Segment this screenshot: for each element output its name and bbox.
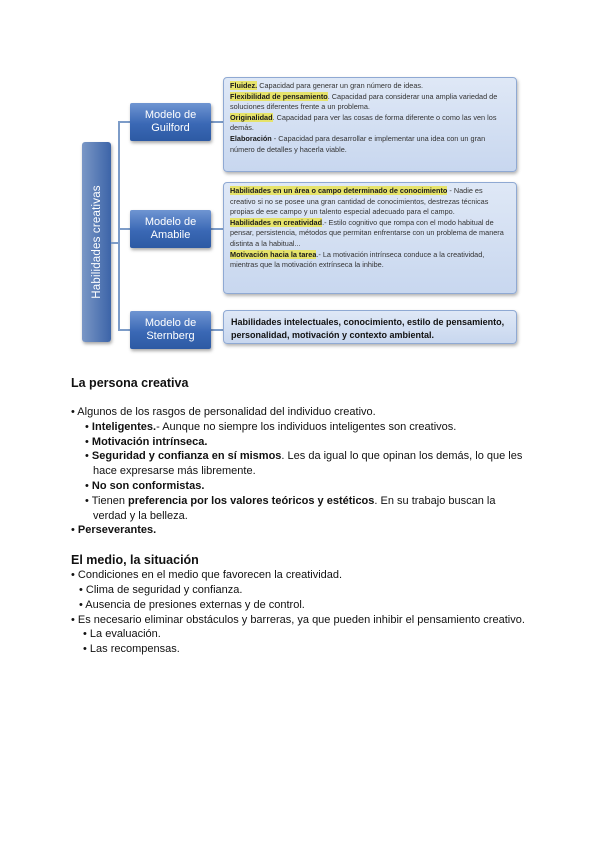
- persona-intro: • Algunos de los rasgos de personalidad del individuo creativo.: [71, 406, 376, 418]
- model-amabile-line1: Modelo de: [144, 216, 197, 228]
- trait-bold: Seguridad y confianza en sí mismos: [91, 450, 282, 463]
- trait-text: . Les da igual lo que opinan los demás, lo que les hace expresarse más libremente.: [93, 450, 523, 478]
- amabile-info-box: [223, 182, 517, 294]
- model-guilford-line1: Modelo de: [144, 109, 197, 121]
- guilford-item: [230, 92, 510, 113]
- guilford-term: Fluidez.: [230, 81, 258, 90]
- guilford-desc: . Capacidad para considerar una amplia variedad de soluciones diferentes frente a un problema.: [230, 91, 498, 112]
- connector-sternberg: [118, 329, 130, 331]
- guilford-item: [230, 134, 510, 155]
- model-amabile: [130, 210, 211, 248]
- list-item: • La evaluación.: [83, 628, 161, 641]
- amabile-term: Habilidades en un área o campo determinado de conocimiento: [230, 186, 448, 195]
- guilford-desc: . Capacidad para ver las cosas de forma diferente o como las ven los demás.: [230, 112, 497, 133]
- medio-b2: • Es necesario eliminar obstáculos y barreras, ya que pueden inhibir el pensamiento creativo.: [71, 613, 525, 626]
- guilford-info-box: [223, 77, 517, 172]
- amabile-desc: - Nadie es creativo si no se posee una gran cantidad de conocimientos, destrezas técnicas propias de ese campo y un talento especial adecuado para el campo.: [230, 186, 489, 217]
- section-title-persona: La persona creativa: [71, 376, 189, 390]
- list-item: • Motivación intrínseca.: [85, 435, 208, 448]
- connector-amabile: [118, 228, 130, 230]
- amabile-term: Motivación hacia la tarea: [230, 249, 317, 259]
- amabile-item: [230, 218, 510, 250]
- document-body: [71, 375, 531, 657]
- model-amabile-line2: Amabile: [150, 229, 191, 241]
- amabile-desc: .- Estilo cognitivo que rompa con el modo habitual de pensar, persistencia, métodos que permitan enfrentarse con un problema de manera distinta a la habitual...: [230, 217, 504, 248]
- model-sternberg-line2: Sternberg: [146, 330, 195, 342]
- list-item: • Tienen preferencia por los valores teóricos y estéticos. En su trabajo buscan la verdad y la belleza.: [85, 494, 496, 522]
- list-item: • Perseverantes.: [71, 524, 157, 537]
- guilford-desc: Capacidad para generar un gran número de ideas.: [257, 81, 424, 90]
- guilford-term: Originalidad: [230, 112, 273, 122]
- vertical-label-box: [82, 142, 111, 342]
- trait-bold: No son conformistas.: [91, 479, 205, 492]
- amabile-item: [230, 186, 510, 218]
- trait-text: - Aunque no siempre los individuos inteligentes son creativos.: [156, 420, 457, 433]
- guilford-item: [230, 81, 510, 92]
- vertical-label: Habilidades creativas: [90, 185, 103, 299]
- guilford-term: Flexibilidad de pensamiento: [230, 91, 328, 101]
- creative-skills-diagram: [82, 72, 522, 352]
- list-item: • Ausencia de presiones externas y de control.: [79, 598, 305, 611]
- pref-bold: preferencia por los valores teóricos y estéticos: [128, 494, 375, 507]
- guilford-desc: - Capacidad para desarrollar e implementar una idea con un gran número de detalles y hacerla viable.: [230, 133, 486, 154]
- connector-trunk: [118, 121, 120, 329]
- amabile-desc: .- La motivación intrínseca conduce a la creatividad, mientras que la motivación extrínseca la inhibe.: [230, 249, 485, 270]
- sternberg-info-box: [223, 310, 517, 344]
- amabile-item: [230, 250, 510, 271]
- guilford-term: Elaboración: [230, 133, 272, 143]
- trait-bold: Motivación intrínseca.: [91, 435, 208, 448]
- section-title-medio: El medio, la situación: [71, 553, 199, 568]
- connector-guilford-info: [211, 121, 223, 123]
- model-sternberg: [130, 311, 211, 349]
- pref-post: . En su trabajo buscan la verdad y la belleza.: [93, 494, 496, 522]
- sternberg-text: Habilidades intelectuales, conocimiento, estilo de pensamiento, personalidad, motivación y contexto ambiental.: [231, 317, 505, 340]
- amabile-term: Habilidades en creatividad: [230, 217, 323, 227]
- list-item: • Clima de seguridad y confianza.: [79, 583, 243, 596]
- medio-b1: • Condiciones en el medio que favorecen la creatividad.: [71, 569, 343, 582]
- list-item: • Las recompensas.: [83, 643, 180, 656]
- connector-stub: [111, 242, 119, 244]
- model-guilford: [130, 103, 211, 141]
- perseverantes: Perseverantes.: [77, 524, 157, 537]
- list-item: • Seguridad y confianza en sí mismos. Les da igual lo que opinan los demás, lo que les hace expresarse más libremente.: [85, 450, 523, 478]
- model-sternberg-line1: Modelo de: [144, 317, 197, 329]
- connector-guilford: [118, 121, 130, 123]
- connector-sternberg-info: [211, 329, 223, 331]
- list-item: • Inteligentes.- Aunque no siempre los individuos inteligentes son creativos.: [85, 420, 457, 433]
- model-guilford-line2: Guilford: [151, 122, 190, 134]
- connector-amabile-info: [211, 228, 223, 230]
- guilford-item: [230, 113, 510, 134]
- trait-bold: Inteligentes.: [91, 420, 157, 433]
- list-item: • No son conformistas.: [85, 479, 205, 492]
- pref-pre: Tienen: [91, 494, 129, 507]
